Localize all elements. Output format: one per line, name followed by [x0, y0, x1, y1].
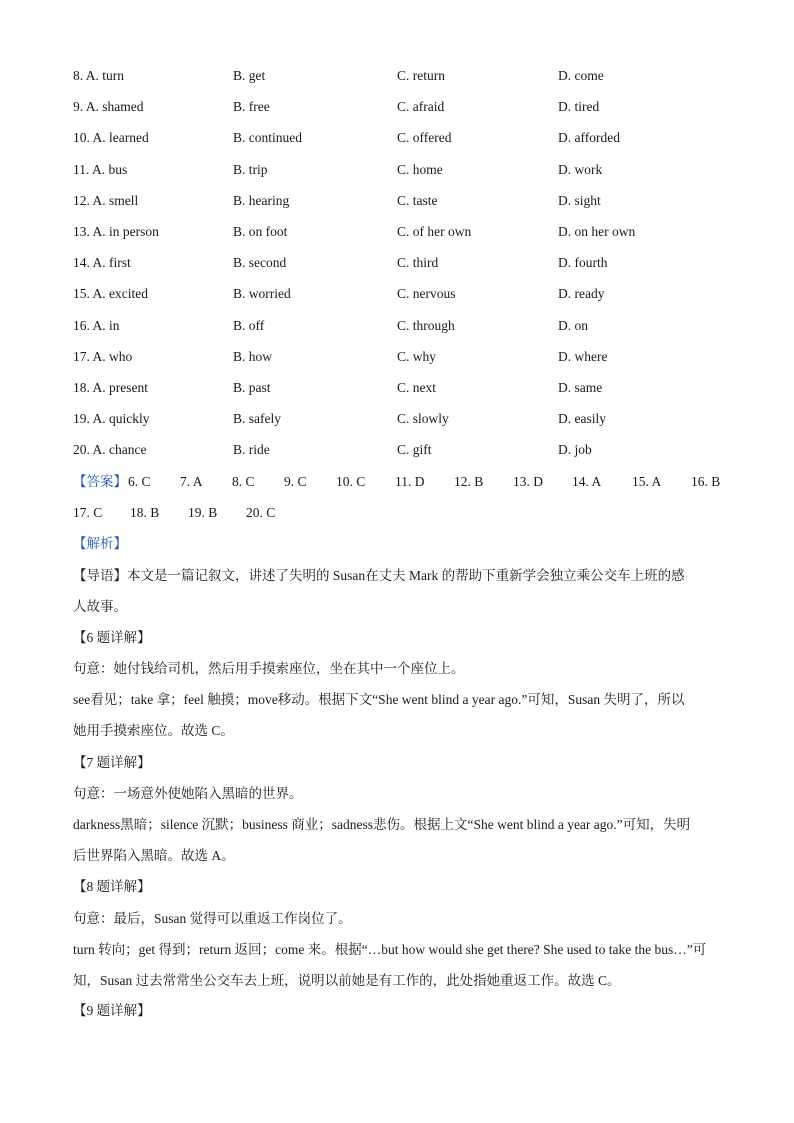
option-d: D. ready: [558, 286, 605, 302]
option-row: [73, 128, 733, 148]
option-row: [73, 253, 733, 273]
option-a: 14. A. first: [73, 255, 131, 271]
option-b: B. how: [233, 348, 273, 364]
option-row: [73, 160, 733, 180]
option-row: [73, 66, 733, 86]
answer-item: 7. A: [180, 474, 203, 489]
option-b: B. free: [233, 99, 270, 115]
answer-item: 11. D: [395, 474, 425, 489]
answer-item: 13. D: [513, 474, 543, 489]
detail-line: see看见；take 拿；feel 触摸；move移动。根据下文“She went blind a year ago.”可知，Susan 失明了，所以: [73, 692, 685, 707]
answer-item: 9. C: [284, 474, 307, 489]
option-c: C. nervous: [397, 286, 456, 302]
detail-line: 句意：最后，Susan 觉得可以重返工作岗位了。: [73, 911, 352, 926]
option-row: [73, 316, 733, 336]
option-d: D. fourth: [558, 255, 608, 271]
option-c: C. slowly: [397, 411, 449, 427]
detail-line: 她用手摸索座位。故选 C。: [73, 723, 234, 738]
option-c: C. afraid: [397, 99, 445, 115]
option-row: [73, 347, 733, 367]
option-c: C. offered: [397, 130, 452, 146]
option-row: [73, 191, 733, 211]
detail-line: darkness黑暗；silence 沉默；business 商业；sadness悲伤。根据上文“She went blind a year ago.”可知，失明: [73, 817, 691, 832]
option-row: [73, 97, 733, 117]
option-d: D. easily: [558, 411, 606, 427]
answer-item: 19. B: [188, 505, 218, 520]
option-b: B. get: [233, 68, 266, 83]
option-row: [73, 378, 733, 398]
option-b: B. continued: [233, 130, 302, 146]
option-a: 18. A. present: [73, 380, 148, 395]
detail-heading: 【6 题详解】: [73, 630, 151, 645]
detail-line: 句意：她付钱给司机，然后用手摸索座位，坐在其中一个座位上。: [73, 661, 465, 676]
answer-item: 10. C: [336, 474, 366, 489]
option-d: D. afforded: [558, 130, 620, 146]
option-a: 17. A. who: [73, 348, 133, 364]
option-a: 8. A. turn: [73, 68, 125, 83]
option-b: B. past: [233, 380, 271, 395]
detail-line: 后世界陷入黑暗。故选 A。: [73, 848, 235, 863]
option-a: 19. A. quickly: [73, 411, 150, 427]
detail-line: turn 转向；get 得到；return 返回；come 来。根据“…but how would she get there? She used to take the bus…”可: [73, 942, 707, 957]
answer-item: 18. B: [130, 505, 160, 520]
option-c: C. home: [397, 161, 443, 177]
option-c: C. taste: [397, 192, 438, 208]
option-d: D. tired: [558, 99, 600, 115]
option-b: B. off: [233, 317, 265, 333]
answer-item: 8. C: [232, 474, 255, 489]
option-d: D. where: [558, 348, 608, 364]
answer-item: 15. A: [632, 474, 662, 489]
option-a: 16. A. in: [73, 317, 120, 333]
option-b: B. on foot: [233, 224, 288, 239]
option-d: D. come: [558, 68, 604, 83]
option-b: B. hearing: [233, 192, 290, 208]
answer-item: 12. B: [454, 474, 484, 489]
option-c: C. return: [397, 68, 445, 83]
answer-row: [73, 503, 733, 523]
option-d: D. job: [558, 442, 592, 458]
detail-line: 句意：一场意外使她陷入黑暗的世界。: [73, 786, 303, 801]
option-b: B. safely: [233, 411, 281, 427]
option-b: B. second: [233, 255, 287, 271]
option-d: D. same: [558, 380, 603, 395]
option-c: C. why: [397, 348, 437, 364]
answer-label: 【答案】: [73, 474, 127, 489]
option-c: C. of her own: [397, 224, 472, 239]
option-a: 9. A. shamed: [73, 99, 144, 115]
option-d: D. sight: [558, 192, 601, 208]
detail-heading: 【9 题详解】: [73, 1003, 151, 1018]
answer-item: 16. B: [691, 474, 721, 489]
answer-item: 6. C: [128, 474, 151, 489]
option-b: B. worried: [233, 286, 291, 302]
option-d: D. on her own: [558, 224, 636, 239]
option-a: 13. A. in person: [73, 224, 159, 239]
option-row: [73, 440, 733, 460]
option-c: C. through: [397, 317, 455, 333]
answer-row: [73, 472, 733, 492]
answer-item: 20. C: [246, 505, 276, 520]
option-c: C. gift: [397, 442, 432, 458]
option-c: C. third: [397, 255, 439, 271]
analysis-label: 【解析】: [73, 536, 127, 551]
option-row: [73, 409, 733, 429]
answer-item: 17. C: [73, 505, 103, 520]
option-a: 15. A. excited: [73, 286, 148, 302]
option-row: [73, 222, 733, 242]
option-a: 11. A. bus: [73, 161, 128, 177]
detail-line: 知，Susan 过去常常坐公交车去上班，说明以前她是有工作的，此处指她重返工作。故选 C。: [73, 973, 621, 988]
answer-item: 14. A: [572, 474, 602, 489]
option-a: 20. A. chance: [73, 442, 147, 458]
detail-heading: 【7 题详解】: [73, 755, 151, 770]
option-b: B. trip: [233, 161, 268, 177]
option-d: D. work: [558, 161, 603, 177]
guide-line: 人故事。: [73, 599, 127, 614]
guide-line: 【导语】本文是一篇记叙文，讲述了失明的 Susan在丈夫 Mark 的帮助下重新学会独立乘公交车上班的感: [73, 568, 685, 583]
option-row: [73, 284, 733, 304]
option-a: 10. A. learned: [73, 130, 149, 146]
option-b: B. ride: [233, 442, 270, 458]
option-a: 12. A. smell: [73, 192, 139, 208]
detail-heading: 【8 题详解】: [73, 879, 151, 894]
option-d: D. on: [558, 317, 588, 333]
option-c: C. next: [397, 380, 436, 395]
